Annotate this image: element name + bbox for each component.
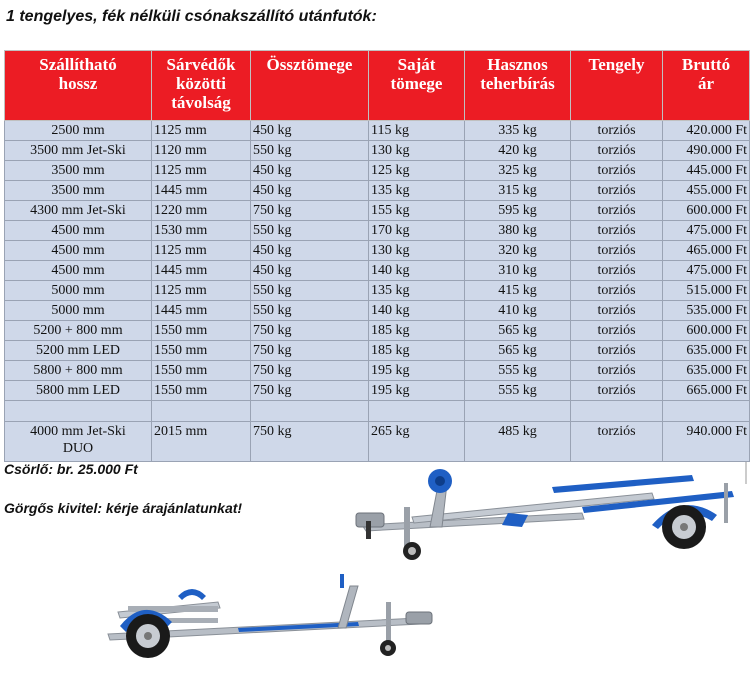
cell-length: 4500 mm	[5, 241, 152, 261]
winch-price-note: Csörlő: br. 25.000 Ft	[4, 461, 138, 477]
table-row	[5, 121, 750, 141]
cell-own-weight: 195 kg	[369, 381, 465, 401]
cell-price: 490.000 Ft	[663, 141, 750, 161]
cell-own-weight: 170 kg	[369, 221, 465, 241]
cell-payload: 555 kg	[465, 361, 571, 381]
empty-cell	[152, 401, 251, 422]
cell-total-weight: 550 kg	[251, 301, 369, 321]
cell-payload: 315 kg	[465, 181, 571, 201]
cell-total-weight: 450 kg	[251, 161, 369, 181]
cell-payload: 410 kg	[465, 301, 571, 321]
price-table	[4, 50, 750, 462]
cell-own-weight: 125 kg	[369, 161, 465, 181]
cell-own-weight: 265 kg	[369, 422, 465, 462]
cell-payload: 380 kg	[465, 221, 571, 241]
cell-own-weight: 140 kg	[369, 261, 465, 281]
cell-payload: 555 kg	[465, 381, 571, 401]
cell-total-weight: 750 kg	[251, 321, 369, 341]
table-row	[5, 201, 750, 221]
cell-axle: torziós	[571, 141, 663, 161]
cell-payload: 420 kg	[465, 141, 571, 161]
cell-length: 5000 mm	[5, 281, 152, 301]
cell-price: 475.000 Ft	[663, 261, 750, 281]
header-axle: Tengely	[571, 51, 663, 121]
cell-fender-distance: 2015 mm	[152, 422, 251, 462]
cell-axle: torziós	[571, 201, 663, 221]
cell-own-weight: 185 kg	[369, 341, 465, 361]
table-row	[5, 281, 750, 301]
empty-cell	[369, 401, 465, 422]
page-heading: 1 tengelyes, fék nélküli csónakszállító utánfutók:	[6, 8, 377, 25]
header-own-weight: Saját tömege	[369, 51, 465, 121]
table-row	[5, 341, 750, 361]
cell-fender-distance: 1550 mm	[152, 341, 251, 361]
cell-own-weight: 135 kg	[369, 281, 465, 301]
cell-price: 535.000 Ft	[663, 301, 750, 321]
table-row	[5, 181, 750, 201]
header-length: Szállítható hossz	[5, 51, 152, 121]
cell-price: 475.000 Ft	[663, 221, 750, 241]
cell-price: 420.000 Ft	[663, 121, 750, 141]
cell-total-weight: 450 kg	[251, 241, 369, 261]
cell-length: 3500 mm	[5, 181, 152, 201]
trailer-bottom-image	[88, 572, 438, 687]
table-row	[5, 381, 750, 401]
cell-length: 3500 mm	[5, 161, 152, 181]
cell-own-weight: 130 kg	[369, 141, 465, 161]
table-row	[5, 141, 750, 161]
cell-total-weight: 750 kg	[251, 381, 369, 401]
cell-axle: torziós	[571, 381, 663, 401]
cell-own-weight: 140 kg	[369, 301, 465, 321]
cell-payload: 485 kg	[465, 422, 571, 462]
cell-total-weight: 450 kg	[251, 121, 369, 141]
header-fender-distance: Sárvédők közötti távolság	[152, 51, 251, 121]
cell-fender-distance: 1550 mm	[152, 321, 251, 341]
cell-axle: torziós	[571, 361, 663, 381]
cell-length: 4000 mm Jet-Ski DUO	[5, 422, 152, 462]
cell-length: 5200 mm LED	[5, 341, 152, 361]
empty-cell	[5, 401, 152, 422]
cell-axle: torziós	[571, 241, 663, 261]
cell-fender-distance: 1445 mm	[152, 301, 251, 321]
cell-price: 600.000 Ft	[663, 201, 750, 221]
cell-payload: 320 kg	[465, 241, 571, 261]
table-row	[5, 161, 750, 181]
table-row	[5, 261, 750, 281]
cell-axle: torziós	[571, 301, 663, 321]
cell-total-weight: 750 kg	[251, 361, 369, 381]
table-row	[5, 321, 750, 341]
cell-own-weight: 185 kg	[369, 321, 465, 341]
cell-fender-distance: 1125 mm	[152, 241, 251, 261]
cell-price: 665.000 Ft	[663, 381, 750, 401]
table-row	[5, 241, 750, 261]
cell-fender-distance: 1550 mm	[152, 361, 251, 381]
cell-axle: torziós	[571, 341, 663, 361]
empty-cell	[663, 401, 750, 422]
table-row	[5, 221, 750, 241]
cell-fender-distance: 1550 mm	[152, 381, 251, 401]
cell-axle: torziós	[571, 181, 663, 201]
cell-price: 635.000 Ft	[663, 361, 750, 381]
cell-payload: 310 kg	[465, 261, 571, 281]
cell-price: 465.000 Ft	[663, 241, 750, 261]
cell-own-weight: 130 kg	[369, 241, 465, 261]
cell-length: 4300 mm Jet-Ski	[5, 201, 152, 221]
cell-axle: torziós	[571, 161, 663, 181]
empty-cell	[465, 401, 571, 422]
cell-payload: 325 kg	[465, 161, 571, 181]
cell-price: 940.000 Ft	[663, 422, 750, 462]
cell-price: 515.000 Ft	[663, 281, 750, 301]
cell-total-weight: 750 kg	[251, 201, 369, 221]
cell-fender-distance: 1125 mm	[152, 121, 251, 141]
cell-axle: torziós	[571, 121, 663, 141]
cell-length: 5800 mm LED	[5, 381, 152, 401]
cell-fender-distance: 1220 mm	[152, 201, 251, 221]
cell-total-weight: 450 kg	[251, 261, 369, 281]
cell-fender-distance: 1125 mm	[152, 161, 251, 181]
cell-payload: 595 kg	[465, 201, 571, 221]
cell-payload: 415 kg	[465, 281, 571, 301]
cell-length: 5200 + 800 mm	[5, 321, 152, 341]
cell-total-weight: 550 kg	[251, 281, 369, 301]
cell-axle: torziós	[571, 422, 663, 462]
cell-fender-distance: 1445 mm	[152, 261, 251, 281]
cell-fender-distance: 1120 mm	[152, 141, 251, 161]
cell-total-weight: 550 kg	[251, 221, 369, 241]
cell-length: 4500 mm	[5, 261, 152, 281]
cell-fender-distance: 1125 mm	[152, 281, 251, 301]
cell-length: 2500 mm	[5, 121, 152, 141]
table-row	[5, 361, 750, 381]
trailer-top-image	[352, 455, 748, 570]
cell-price: 635.000 Ft	[663, 341, 750, 361]
cell-axle: torziós	[571, 321, 663, 341]
cell-fender-distance: 1530 mm	[152, 221, 251, 241]
cell-fender-distance: 1445 mm	[152, 181, 251, 201]
table-header-row	[5, 51, 750, 121]
cell-own-weight: 135 kg	[369, 181, 465, 201]
cell-price: 455.000 Ft	[663, 181, 750, 201]
header-payload: Hasznos teherbírás	[465, 51, 571, 121]
cell-price: 600.000 Ft	[663, 321, 750, 341]
empty-cell	[571, 401, 663, 422]
cell-own-weight: 155 kg	[369, 201, 465, 221]
cell-payload: 565 kg	[465, 321, 571, 341]
cell-total-weight: 750 kg	[251, 422, 369, 462]
cell-own-weight: 115 kg	[369, 121, 465, 141]
cell-length: 5800 + 800 mm	[5, 361, 152, 381]
cell-own-weight: 195 kg	[369, 361, 465, 381]
header-total-weight: Össztömege	[251, 51, 369, 121]
cell-total-weight: 550 kg	[251, 141, 369, 161]
header-gross-price: Bruttó ár	[663, 51, 750, 121]
empty-cell	[251, 401, 369, 422]
cell-price: 445.000 Ft	[663, 161, 750, 181]
cell-axle: torziós	[571, 281, 663, 301]
table-row	[5, 301, 750, 321]
cell-total-weight: 750 kg	[251, 341, 369, 361]
cell-length: 4500 mm	[5, 221, 152, 241]
cell-axle: torziós	[571, 261, 663, 281]
cell-payload: 335 kg	[465, 121, 571, 141]
cell-payload: 565 kg	[465, 341, 571, 361]
cell-length: 3500 mm Jet-Ski	[5, 141, 152, 161]
cell-axle: torziós	[571, 221, 663, 241]
table-row-empty	[5, 401, 750, 422]
cell-total-weight: 450 kg	[251, 181, 369, 201]
cell-length: 5000 mm	[5, 301, 152, 321]
roller-version-note: Görgős kivitel: kérje árajánlatunkat!	[4, 500, 243, 516]
